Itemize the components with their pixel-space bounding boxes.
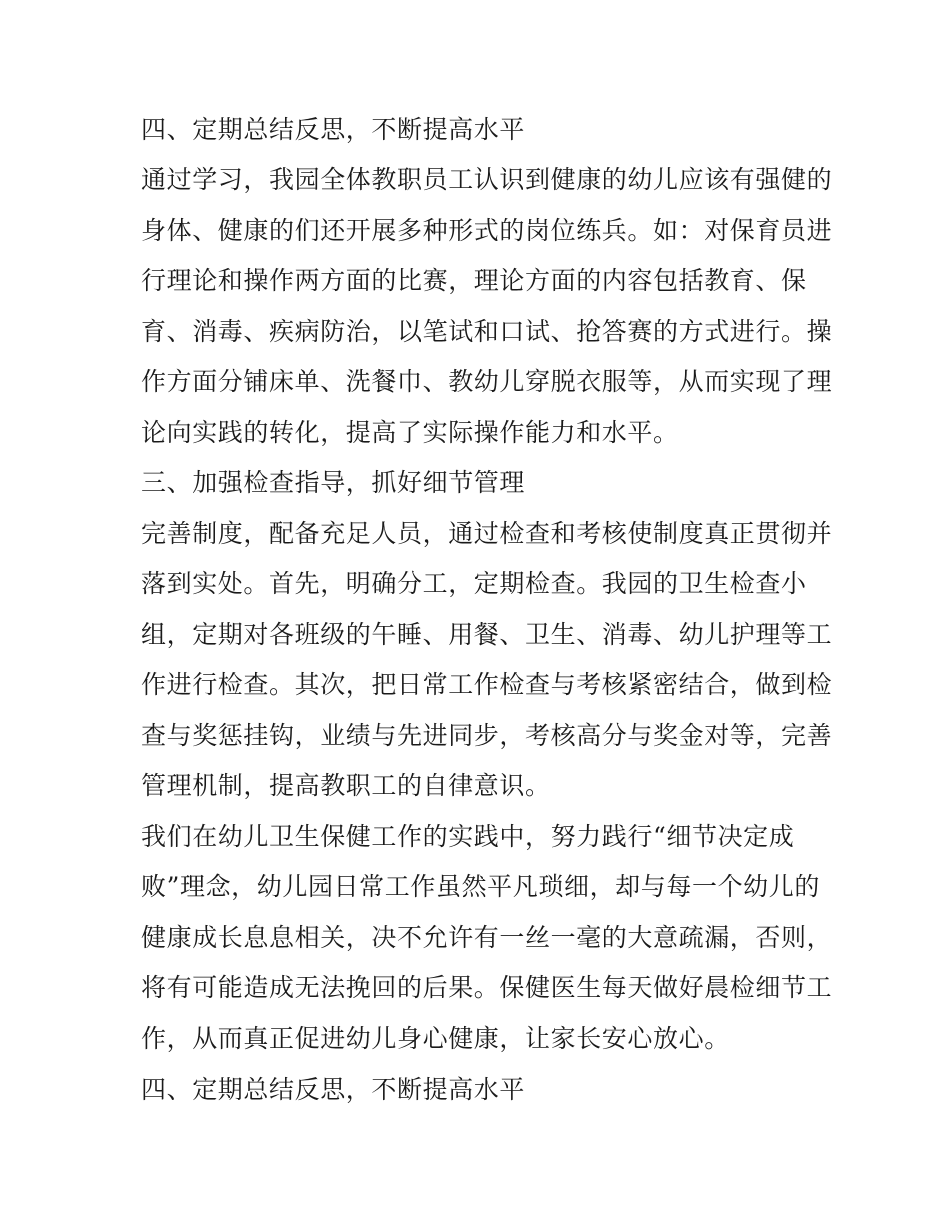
text-line: 完善制度，配备充足人员，通过检查和考核使制度真正贯彻并 [141, 519, 833, 548]
text-line: 身体、健康的们还开展多种形式的岗位练兵。如：对保育员进 [141, 216, 833, 245]
text-line: 管理机制，提高教职工的自律意识。 [141, 771, 551, 800]
text-line: 健康成长息息相关，决不允许有一丝一毫的大意疏漏，否则， [141, 923, 833, 952]
text-line: 败”理念，幼儿园日常工作虽然平凡琐细，却与每一个幼儿的 [141, 872, 820, 901]
text-line: 作方面分铺床单、洗餐巾、教幼儿穿脱衣服等，从而实现了理 [141, 367, 833, 396]
text-line: 作进行检查。其次，把日常工作检查与考核紧密结合，做到检 [141, 670, 833, 699]
text-line: 育、消毒、疾病防治，以笔试和口试、抢答赛的方式进行。操 [141, 317, 833, 346]
text-line: 落到实处。首先，明确分工，定期检查。我园的卫生检查小 [141, 569, 807, 598]
text-line: 我们在幼儿卫生保健工作的实践中，努力践行“细节决定成 [141, 822, 795, 851]
section-heading: 四、定期总结反思，不断提高水平 [141, 1075, 526, 1104]
text-line: 行理论和操作两方面的比赛，理论方面的内容包括教育、保 [141, 266, 807, 295]
text-line: 查与奖惩挂钩，业绩与先进同步，考核高分与奖金对等，完善 [141, 721, 833, 750]
text-line: 通过学习，我园全体教职员工认识到健康的幼儿应该有强健的 [141, 165, 833, 194]
text-line: 将有可能造成无法挽回的后果。保健医生每天做好晨检细节工 [141, 973, 833, 1002]
text-line: 论向实践的转化，提高了实际操作能力和水平。 [141, 418, 679, 447]
section-heading: 四、定期总结反思，不断提高水平 [141, 115, 526, 144]
section-heading: 三、加强检查指导，抓好细节管理 [141, 468, 526, 497]
text-line: 组，定期对各班级的午睡、用餐、卫生、消毒、幼儿护理等工 [141, 620, 833, 649]
text-line: 作，从而真正促进幼儿身心健康，让家长安心放心。 [141, 1024, 730, 1053]
